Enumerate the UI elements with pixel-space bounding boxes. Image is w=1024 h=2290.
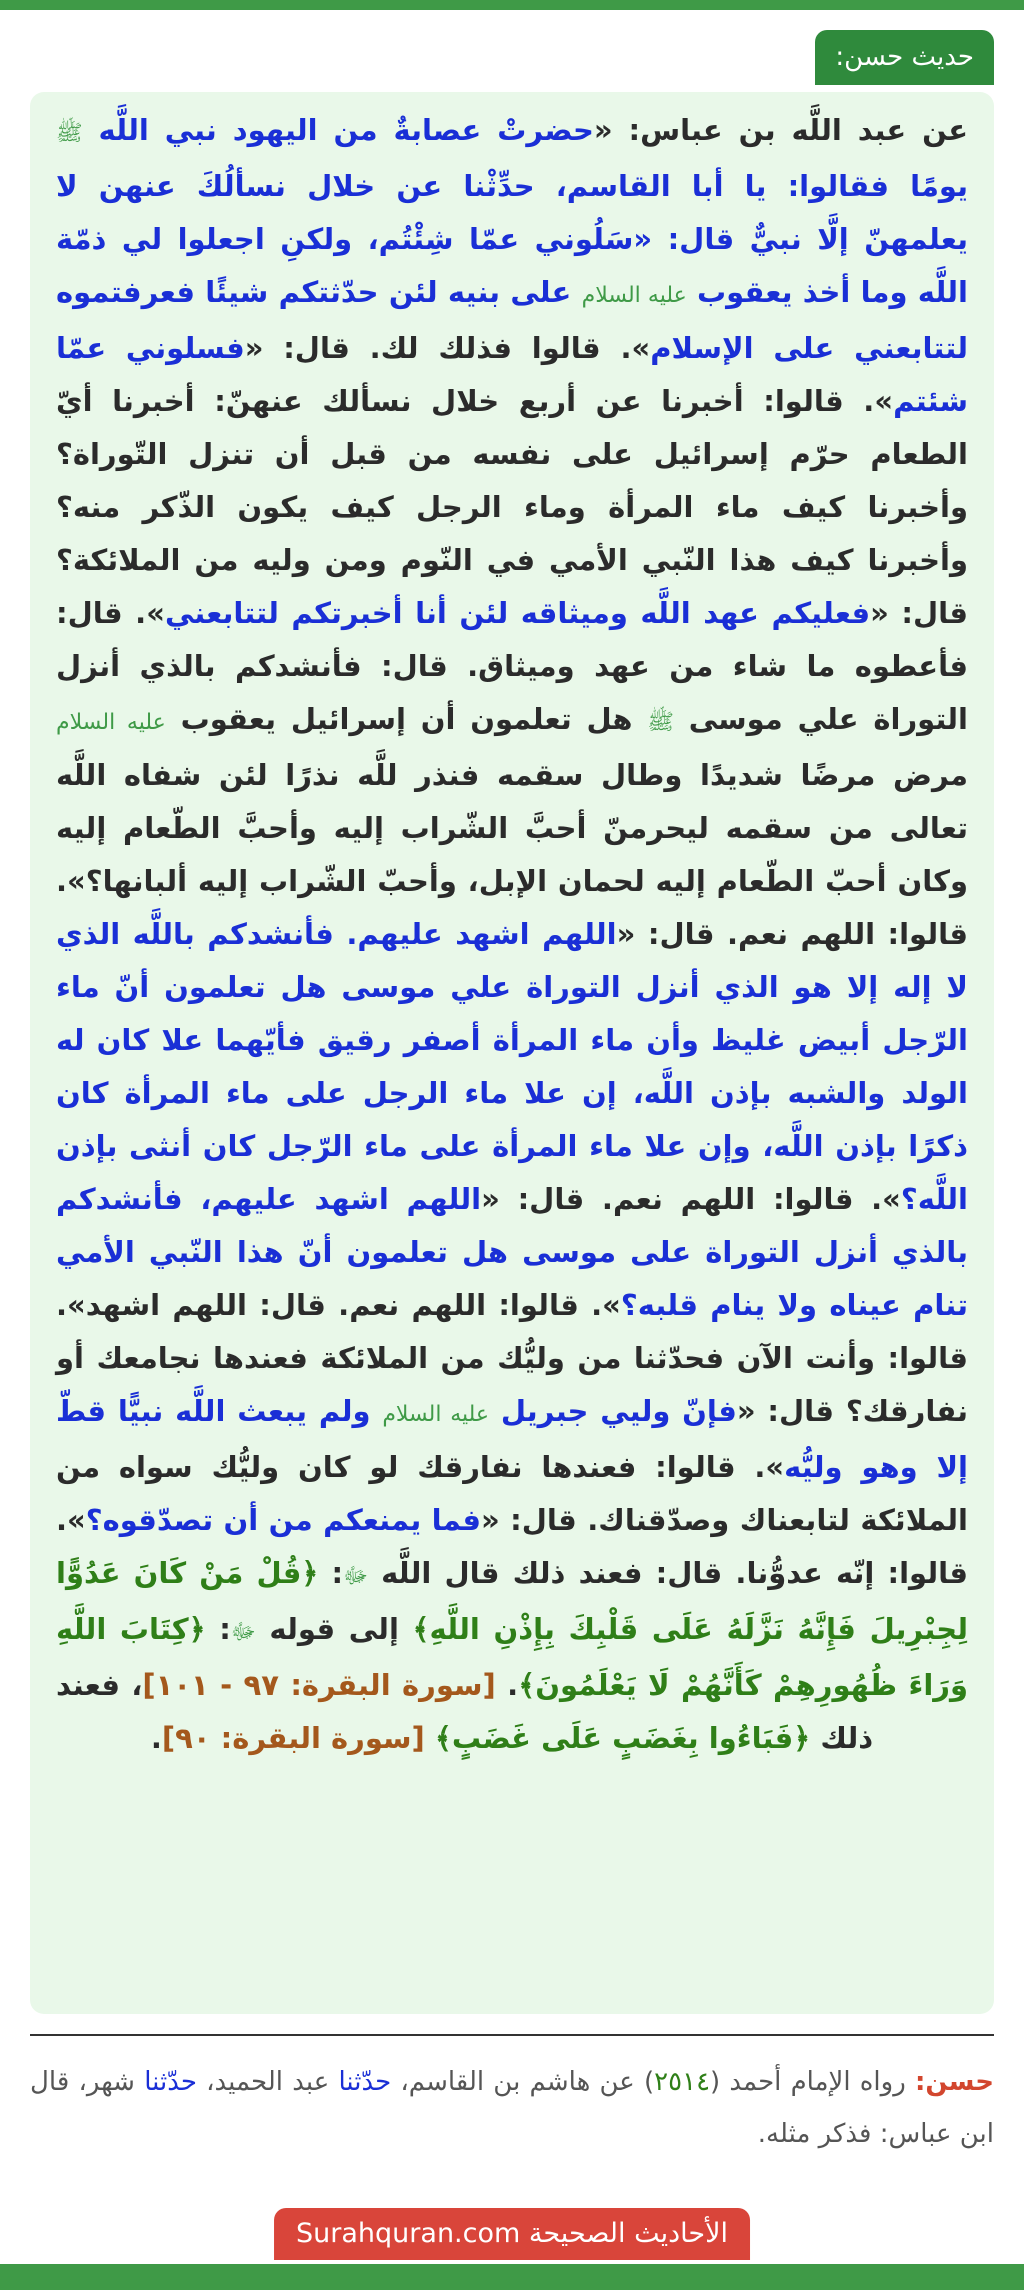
prophet-quote-text: يومًا فقالوا: يا أبا القاسم، حدِّثْنا عن خلال نسألُكَ عنهن لا يعلمهنّ إلَّا نبيٌّ قال: «سَلُوني عمّا شِئْتُم، ولكنِ اجعلوا لي ذمّة اللَّه وما أخذ يعقوب xyxy=(56,169,969,309)
honorific-glyph: ﷻ xyxy=(343,1564,368,1589)
haddathana-link[interactable]: حدّثنا xyxy=(338,2067,392,2097)
narration-text: . xyxy=(150,1721,162,1755)
narration-text: مرض مرضًا شديدًا وطال سقمه فنذر للَّه نذرًا لئن شفاه اللَّه تعالى من سقمه ليحرمنّ أحبَّ الشّراب إليه وأحبَّ الطّعام إليه وكان أحبّ الطّعام إليه لحمان الإبل، وأحبّ الشّراب إليه ألبانها؟». قالوا: اللهم نعم. قال: « xyxy=(56,758,968,951)
narration-text: ». قالوا فذلك لك. قال: « xyxy=(244,331,651,365)
prophet-quote-text: ولم يبعث اللَّه نبيًّا قطّ إلا وهو وليُّه xyxy=(56,1394,968,1484)
honorific-glyph: ﷺ xyxy=(647,710,674,735)
honorific-glyph: عليه السلام xyxy=(382,1402,490,1427)
narration-text: عن عبد اللَّه بن عباس: « xyxy=(593,113,968,147)
narration-text: ». قال: فأعطوه ما شاء من عهد وميثاق. قال: فأنشدكم بالذي أنزل التوراة علي موسى xyxy=(56,596,968,736)
grade-label: حسن: xyxy=(914,2067,994,2097)
section-divider xyxy=(30,2034,994,2036)
narration-text: . xyxy=(495,1668,519,1702)
narration-text: هل تعلمون أن إسرائيل يعقوب xyxy=(165,702,648,736)
honorific-glyph: ﷺ xyxy=(56,121,83,146)
honorific-glyph: ﷻ xyxy=(230,1620,256,1645)
narration-text: ، فعند ذلك xyxy=(56,1668,874,1755)
hadith-text-box xyxy=(30,92,994,2014)
hadith-grade-badge: حديث حسن: xyxy=(815,30,994,85)
prophet-quote-text: فعليكم عهد اللَّه وميثاقه لئن أنا أخبرتكم لتتابعني xyxy=(164,596,871,630)
quran-verse-text: ﴿كِتَابَ اللَّهِ وَرَاءَ ظُهُورِهِمْ كَأَنَّهُمْ لَا يَعْلَمُونَ﴾ xyxy=(56,1612,968,1702)
quran-verse-text: ﴿قُلْ مَنْ كَانَ عَدُوًّا لِجِبْرِيلَ فَإِنَّهُ نَزَّلَهُ عَلَى قَلْبِكَ بِإِذْنِ اللَّهِ﴾ xyxy=(56,1556,969,1646)
prophet-quote-text: فسلوني عمّا شئتم xyxy=(56,331,968,418)
top-accent-bar xyxy=(0,0,1024,10)
surah-reference: [سورة البقرة: ٩٠] xyxy=(161,1721,425,1755)
prophet-quote-text: حضرتْ عصابةٌ من اليهود نبي اللَّه xyxy=(82,113,594,147)
narration-text: ». قالوا: أخبرنا عن أربع خلال نسألك عنهنّ: أخبرنا أيّ الطعام حرّم إسرائيل على نفسه من قبل أن تنزل التّوراة؟ وأخبرنا كيف ماء المرأة وماء الرجل كيف يكون الذّكر منه؟ وأخبرنا كيف هذا النّبي الأمي في النّوم ومن وليه من الملائكة؟ قال: « xyxy=(56,384,969,630)
honorific-glyph: عليه السلام xyxy=(581,283,687,308)
bottom-accent-bar xyxy=(0,2264,1024,2290)
grade-text-part: رواه الإمام أحمد ( xyxy=(710,2067,915,2097)
grade-text-part: عبد الحميد، xyxy=(196,2067,339,2097)
quran-verse-text: ﴿فَبَاءُوا بِغَضَبٍ عَلَى غَضَبٍ﴾ xyxy=(434,1721,811,1755)
surah-reference: [سورة البقرة: ٩٧ - ١٠١] xyxy=(142,1668,496,1702)
prophet-quote-text: فما يمنعكم من أن تصدّقوه؟ xyxy=(85,1503,481,1537)
grade-note xyxy=(30,2056,994,2160)
prophet-quote-text: فإنّ وليي جبريل xyxy=(489,1394,737,1428)
prophet-quote-text: اللهم اشهد عليهم، فأنشدكم بالذي أنزل التوراة على موسى هل تعلمون أنّ هذا النّبي الأمي تنام عيناه ولا ينام قلبه؟ xyxy=(56,1182,968,1322)
prophet-quote-text: على بنيه لئن حدّثتكم شيئًا فعرفتموه لتتابعني على الإسلام xyxy=(56,275,968,365)
narration-text xyxy=(425,1721,435,1755)
honorific-glyph: عليه السلام xyxy=(56,710,166,735)
narration-text: ». قالوا: فعندها نفارقك لو كان وليُّك سواه من الملائكة لتابعناك وصدّقناك. قال: « xyxy=(56,1450,968,1537)
grade-text-part: ) عن هاشم بن القاسم، xyxy=(391,2067,655,2097)
narration-text: ». قالوا: اللهم نعم. قال: اللهم اشهد». قالوا: وأنت الآن فحدّثنا من وليُّك من الملائكة فعندها نجامعك أو نفارقك؟ قال: « xyxy=(56,1288,969,1428)
grade-text-part: شهر، قال ابن عباس: فذكر مثله. xyxy=(30,2067,994,2149)
narration-text: : xyxy=(205,1612,231,1646)
prophet-quote-text: اللهم اشهد عليهم. فأنشدكم باللَّه الذي لا إله إلا هو الذي أنزل التوراة علي موسى هل تعلمون أنّ ماء الرّجل أبيض غليظ وأن ماء المرأة أصفر رقيق فأيّهما علا كان له الولد والشبه بإذن اللَّه، إن علا ماء الرجل على ماء المرأة كان ذكرًا بإذن اللَّه، وإن علا ماء المرأة على ماء الرّجل كان أنثى بإذن اللَّه؟ xyxy=(56,917,968,1216)
narration-text: ». قالوا: اللهم نعم. قال: « xyxy=(481,1182,901,1216)
haddathana-link[interactable]: حدّثنا xyxy=(144,2067,197,2097)
footer-site-badge[interactable]: الأحاديث الصحيحة Surahquran.com xyxy=(274,2208,750,2260)
narration-text: ». قالوا: إنّه عدوُّنا. قال: فعند ذلك قال اللَّه xyxy=(56,1503,968,1590)
narration-text: إلى قوله xyxy=(255,1612,413,1646)
hadith-number: ٢٥١٤ xyxy=(654,2067,711,2097)
narration-text: : xyxy=(318,1556,344,1590)
